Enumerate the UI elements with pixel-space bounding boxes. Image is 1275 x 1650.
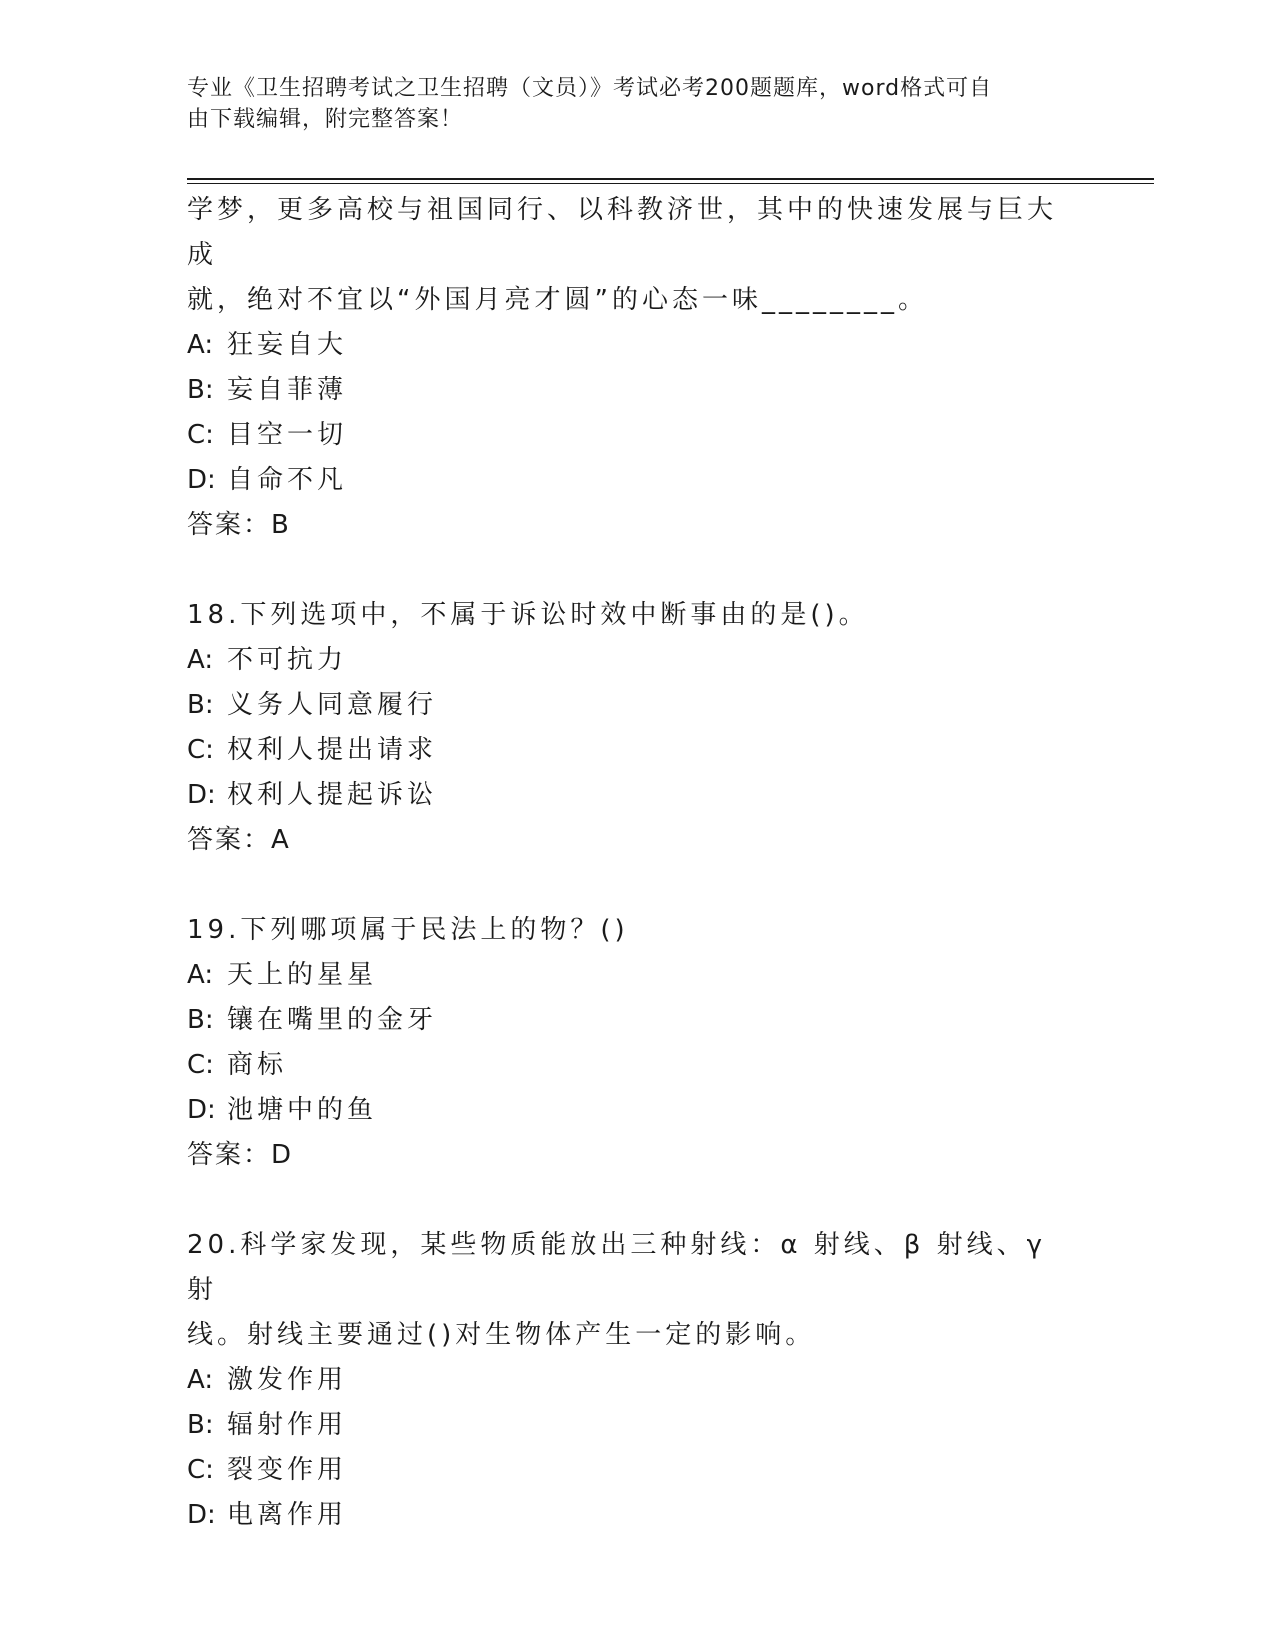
question-stem <box>187 1223 1067 1358</box>
option-letter: A: <box>187 1365 214 1395</box>
option-text: 电离作用 <box>227 1500 348 1530</box>
option-c <box>187 1448 1067 1493</box>
option-a <box>187 1358 1067 1403</box>
option-letter: B: <box>187 1410 214 1440</box>
option-text: 商标 <box>227 1050 288 1080</box>
question-list <box>187 188 1067 1538</box>
stem-line: 线。射线主要通过()对生物体产生一定的影响。 <box>187 1320 816 1350</box>
option-a <box>187 638 1067 683</box>
answer-line <box>187 818 1067 863</box>
option-text: 镶在嘴里的金牙 <box>227 1005 438 1035</box>
option-letter: D: <box>187 780 216 810</box>
option-text: 妄自菲薄 <box>227 375 348 405</box>
stem-line: 19.下列哪项属于民法上的物？() <box>187 915 629 945</box>
answer-label: 答案： <box>187 825 272 855</box>
header-divider-thin <box>187 183 1154 184</box>
option-text: 权利人提起诉讼 <box>227 780 438 810</box>
option-letter: A: <box>187 330 214 360</box>
stem-line: 18.下列选项中，不属于诉讼时效中断事由的是()。 <box>187 600 869 630</box>
option-letter: B: <box>187 1005 214 1035</box>
option-a <box>187 953 1067 998</box>
option-d <box>187 1493 1067 1538</box>
option-text: 裂变作用 <box>227 1455 348 1485</box>
question-stem <box>187 188 1067 323</box>
option-text: 不可抗力 <box>227 645 348 675</box>
question-block <box>187 1223 1067 1538</box>
option-c <box>187 1043 1067 1088</box>
option-b <box>187 683 1067 728</box>
option-letter: C: <box>187 1455 214 1485</box>
option-c <box>187 413 1067 458</box>
option-c <box>187 728 1067 773</box>
option-d <box>187 458 1067 503</box>
answer-value: B <box>271 510 289 540</box>
option-text: 义务人同意履行 <box>227 690 438 720</box>
option-letter: C: <box>187 420 214 450</box>
option-text: 权利人提出请求 <box>227 735 438 765</box>
question-stem <box>187 593 1067 638</box>
question-block <box>187 593 1067 863</box>
option-letter: B: <box>187 690 214 720</box>
answer-value: D <box>271 1140 292 1170</box>
question-block <box>187 188 1067 548</box>
option-letter: B: <box>187 375 214 405</box>
question-block <box>187 908 1067 1178</box>
option-text: 激发作用 <box>227 1365 348 1395</box>
question-stem <box>187 908 1067 953</box>
option-text: 池塘中的鱼 <box>227 1095 378 1125</box>
stem-line: 学梦，更多高校与祖国同行、以科教济世，其中的快速发展与巨大成 <box>187 195 1058 270</box>
answer-label: 答案： <box>187 1140 272 1170</box>
option-letter: A: <box>187 960 214 990</box>
option-letter: D: <box>187 1095 216 1125</box>
option-letter: C: <box>187 735 214 765</box>
option-a <box>187 323 1067 368</box>
header-line-2: 由下载编辑，附完整答案！ <box>187 107 464 132</box>
header-divider-thick <box>187 178 1154 180</box>
option-d <box>187 1088 1067 1133</box>
option-text: 自命不凡 <box>227 465 348 495</box>
option-text: 天上的星星 <box>227 960 378 990</box>
option-b <box>187 1403 1067 1448</box>
option-letter: C: <box>187 1050 214 1080</box>
option-text: 辐射作用 <box>227 1410 348 1440</box>
option-text: 目空一切 <box>227 420 348 450</box>
header-line-1: 专业《卫生招聘考试之卫生招聘（文员）》考试必考200题题库，word格式可自 <box>187 76 993 101</box>
option-letter: D: <box>187 1500 216 1530</box>
answer-line <box>187 1133 1067 1178</box>
option-b <box>187 998 1067 1043</box>
answer-label: 答案： <box>187 510 272 540</box>
stem-line: 就，绝对不宜以“外国月亮才圆”的心态一味________。 <box>187 285 928 315</box>
answer-line <box>187 503 1067 548</box>
page-header <box>187 73 1067 135</box>
option-text: 狂妄自大 <box>227 330 348 360</box>
option-letter: D: <box>187 465 216 495</box>
option-letter: A: <box>187 645 214 675</box>
stem-line: 20.科学家发现，某些物质能放出三种射线：α 射线、β 射线、γ 射 <box>187 1230 1046 1305</box>
option-d <box>187 773 1067 818</box>
option-b <box>187 368 1067 413</box>
answer-value: A <box>271 825 289 855</box>
